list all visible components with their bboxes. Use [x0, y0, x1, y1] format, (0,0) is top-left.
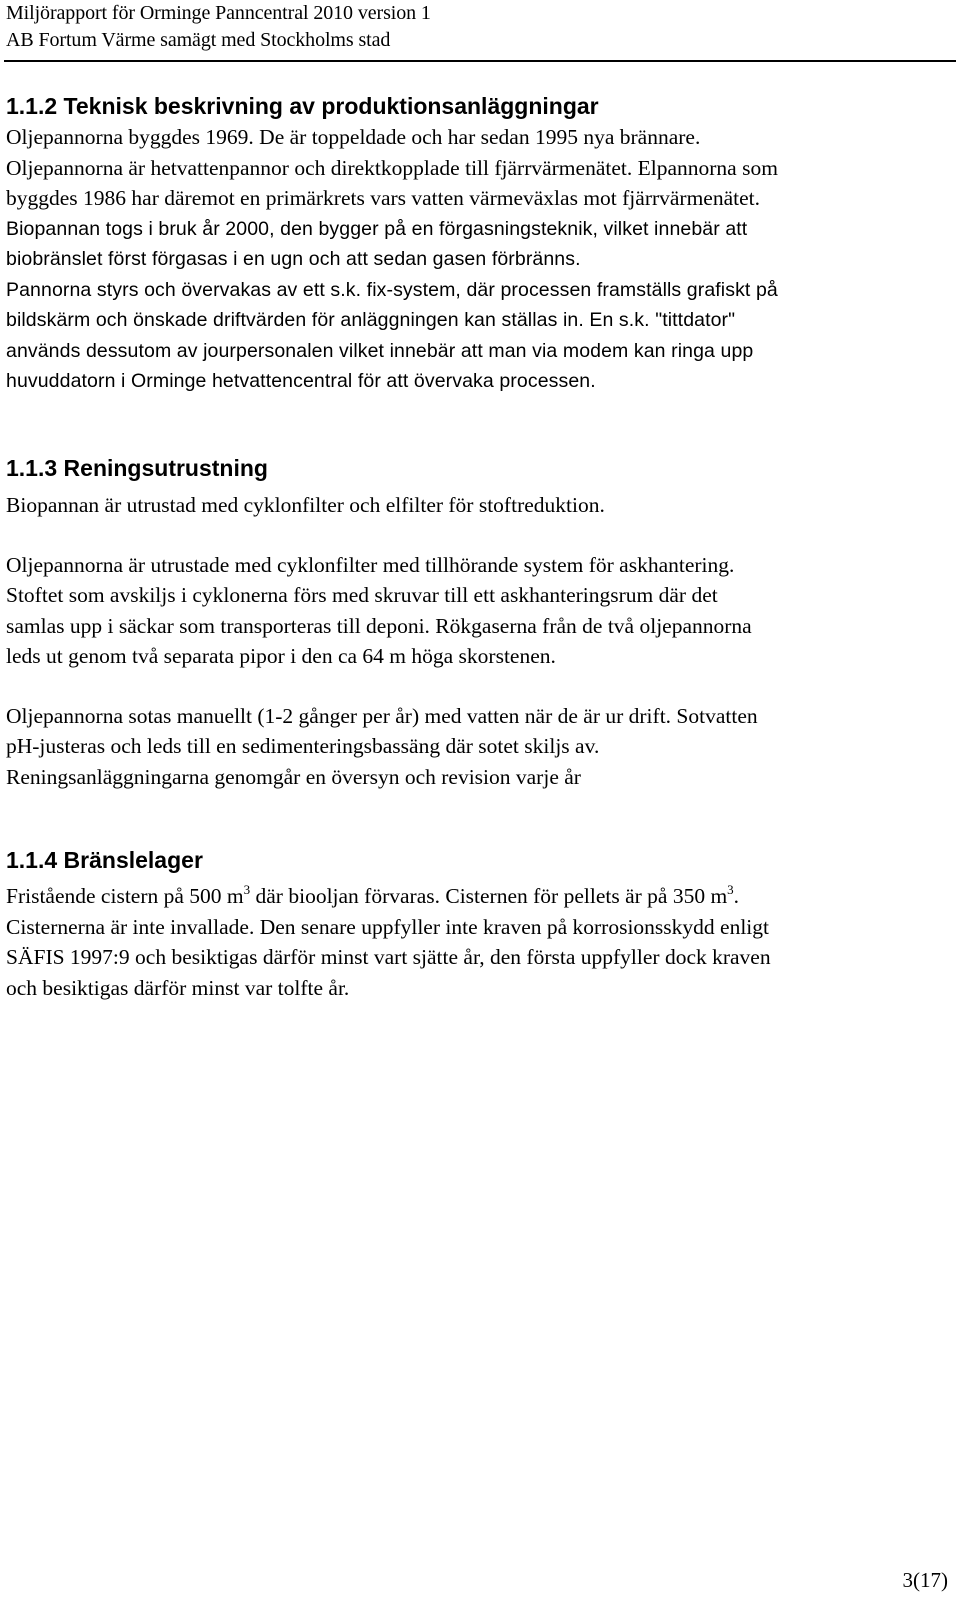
- text-fragment: där biooljan förvaras. Cisternen för pellets är på 350 m: [250, 884, 728, 908]
- text-fragment: .: [733, 884, 740, 908]
- section-fuel-storage: [6, 845, 951, 1003]
- text-line: bildskärm och önskade driftvärden för anläggningen kan ställas in. En s.k. "tittdator": [6, 309, 736, 331]
- text-line: [6, 881, 951, 912]
- page-header: [6, 0, 431, 54]
- text-line: leds ut genom två separata pipor i den ca 64 m höga skorstenen.: [6, 644, 556, 668]
- text-line: Reningsanläggningarna genomgår en översyn och revision varje år: [6, 764, 581, 789]
- text-line: huvuddatorn i Orminge hetvattencentral för att övervaka processen.: [6, 370, 596, 392]
- text-line: Oljepannorna byggdes 1969. De är toppeldade och har sedan 1995 nya brännare.: [6, 125, 701, 149]
- text-line: och besiktigas därför minst var tolfte år.: [6, 975, 350, 1000]
- text-line: Pannorna styrs och övervakas av ett s.k. fix-system, där processen framställs grafiskt på: [6, 278, 778, 301]
- section-cleaning-equipment: [6, 453, 951, 792]
- text-line: Stoftet som avskiljs i cyklonerna förs med skruvar till ett askhanteringsrum där det: [6, 583, 718, 607]
- text-line: Biopannan är utrustad med cyklonfilter och elfilter för stoftreduktion.: [6, 493, 605, 517]
- header-divider: [4, 60, 956, 62]
- superscript: 3: [243, 882, 251, 897]
- section-technical-description: [6, 91, 951, 397]
- text-line: SÄFIS 1997:9 och besiktigas därför minst vart sjätte år, den första uppfyller dock kraven: [6, 945, 771, 969]
- superscript: 3: [727, 882, 734, 897]
- text-fragment: Fristående cistern på 500 m: [6, 884, 244, 908]
- text-line: Oljepannorna sotas manuellt (1-2 gånger per år) med vatten när de är ur drift. Sotvatten: [6, 703, 758, 728]
- section-heading: 1.1.2 Teknisk beskrivning av produktionsanläggningar: [6, 93, 599, 119]
- text-line: biobränslet först förgasas i en ugn och att sedan gasen förbränns.: [6, 248, 581, 270]
- text-line: Oljepannorna är utrustade med cyklonfilter med tillhörande system för askhantering.: [6, 552, 735, 577]
- report-owner: AB Fortum Värme samägt med Stockholms stad: [6, 29, 391, 51]
- report-title: Miljörapport för Orminge Panncentral 2010 version 1: [6, 2, 431, 24]
- text-line: används dessutom av jourpersonalen vilket innebär att man via modem kan ringa upp: [6, 339, 754, 362]
- page-number: 3(17): [902, 1568, 948, 1592]
- text-line: Cisternerna är inte invallade. Den senare uppfyller inte kraven på korrosionsskydd enligt: [6, 914, 770, 939]
- text-line: Biopannan togs i bruk år 2000, den bygger på en förgasningsteknik, vilket innebär att: [6, 217, 748, 240]
- text-line: samlas upp i säckar som transporteras till deponi. Rökgaserna från de två oljepannorna: [6, 613, 752, 638]
- text-line: byggdes 1986 har däremot en primärkrets vars vatten värmeväxlas mot fjärrvärmenätet.: [6, 186, 761, 210]
- section-heading: 1.1.3 Reningsutrustning: [6, 455, 268, 481]
- text-line: Oljepannorna är hetvattenpannor och direktkopplade till fjärrvärmenätet. Elpannorna som: [6, 155, 778, 180]
- section-heading: 1.1.4 Bränslelager: [6, 847, 203, 873]
- text-line: pH-justeras och leds till en sedimenteringsbassäng där sotet skiljs av.: [6, 734, 600, 758]
